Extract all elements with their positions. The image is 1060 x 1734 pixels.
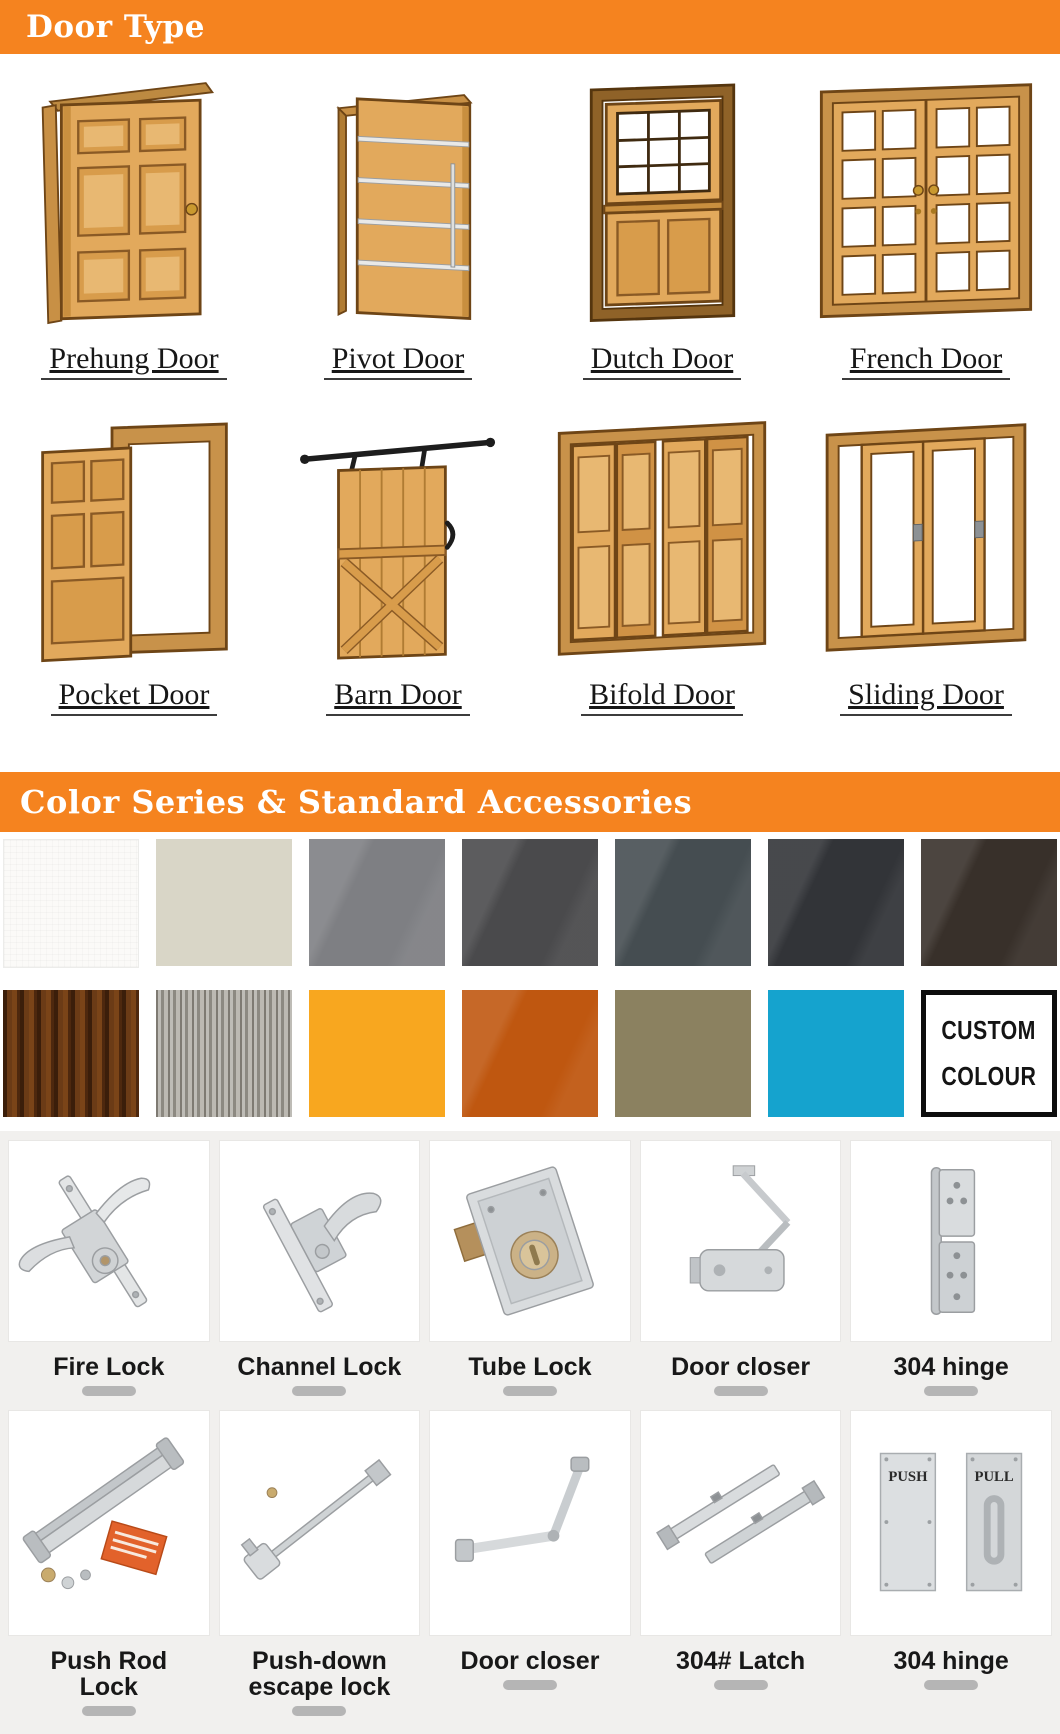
color-accessories-banner: Color Series & Standard Accessories xyxy=(0,772,1060,832)
accessory-label: Door closer xyxy=(460,1647,600,1675)
door-card-sliding xyxy=(794,398,1058,716)
door-label: Pocket Door xyxy=(51,678,218,716)
accessory-fire-lock xyxy=(8,1140,210,1396)
door-card-barn xyxy=(266,398,530,716)
door-label: Bifold Door xyxy=(581,678,743,716)
underline-pill xyxy=(714,1680,768,1690)
underline-pill xyxy=(82,1386,136,1396)
channel-lock-image xyxy=(219,1140,421,1342)
push-plate-label: PUSH xyxy=(888,1468,928,1485)
pull-plate-label: PULL xyxy=(974,1468,1014,1485)
color-series-section xyxy=(0,832,1060,1131)
accessories-row-1 xyxy=(8,1140,1052,1396)
color-swatch-gray-oak-wood xyxy=(156,990,292,1117)
accessory-tube-lock xyxy=(429,1140,631,1396)
custom-colour-swatch xyxy=(921,990,1057,1117)
underline-pill xyxy=(503,1680,557,1690)
accessory-304-latch xyxy=(640,1410,842,1716)
underline-pill xyxy=(82,1706,136,1716)
swatch-row-2 xyxy=(3,990,1057,1117)
accessory-304-hinge-plates xyxy=(850,1410,1052,1716)
color-swatch-slate-blue-gray xyxy=(615,839,751,966)
door-card-bifold xyxy=(530,398,794,716)
underline-pill xyxy=(924,1386,978,1396)
push-pull-plates-image xyxy=(850,1410,1052,1636)
color-swatch-amber-orange xyxy=(309,990,445,1117)
latch-304-image xyxy=(640,1410,842,1636)
accessory-304-hinge xyxy=(850,1140,1052,1396)
pocket-door-illustration xyxy=(2,398,266,672)
underline-pill xyxy=(503,1386,557,1396)
hinge-304-image xyxy=(850,1140,1052,1342)
door-card-prehung xyxy=(2,62,266,380)
door-card-pivot xyxy=(266,62,530,380)
accessory-door-closer-1 xyxy=(640,1140,842,1396)
color-swatch-dark-walnut-wood xyxy=(3,990,139,1117)
accessory-label: 304 hinge xyxy=(893,1353,1009,1381)
underline-pill xyxy=(924,1680,978,1690)
dutch-door-illustration xyxy=(530,62,794,336)
door-closer-arm-image xyxy=(429,1410,631,1636)
color-swatch-olive-khaki xyxy=(615,990,751,1117)
door-label: French Door xyxy=(842,342,1010,380)
door-label: Dutch Door xyxy=(583,342,741,380)
door-grid-row-1 xyxy=(2,58,1058,380)
color-swatch-cream xyxy=(156,839,292,966)
underline-pill xyxy=(292,1386,346,1396)
door-label: Prehung Door xyxy=(41,342,226,380)
accessory-label: 304# Latch xyxy=(675,1647,806,1675)
door-grid-row-2 xyxy=(2,394,1058,716)
accessory-push-down-escape-lock xyxy=(219,1410,421,1716)
standard-accessories-section xyxy=(0,1131,1060,1734)
door-label: Barn Door xyxy=(326,678,469,716)
barn-door-illustration xyxy=(266,398,530,672)
color-swatch-graphite-gray xyxy=(462,839,598,966)
accessory-door-closer-2 xyxy=(429,1410,631,1716)
color-swatch-mid-gray xyxy=(309,839,445,966)
accessory-label: Door closer xyxy=(671,1353,811,1381)
accessory-label: Channel Lock xyxy=(237,1353,402,1381)
sliding-door-illustration xyxy=(794,398,1058,672)
door-type-section xyxy=(0,54,1060,772)
color-swatch-cyan-blue xyxy=(768,990,904,1117)
french-door-illustration xyxy=(794,62,1058,336)
bifold-door-illustration xyxy=(530,398,794,672)
custom-colour-label-line1: CUSTOM xyxy=(941,1015,1037,1045)
accessory-label: Push-down escape lock xyxy=(248,1647,391,1701)
push-rod-lock-image xyxy=(8,1410,210,1636)
accessory-label: Fire Lock xyxy=(53,1353,165,1381)
accessory-channel-lock xyxy=(219,1140,421,1396)
accessory-label: Push Rod Lock xyxy=(50,1647,168,1701)
custom-colour-label-line2: COLOUR xyxy=(941,1061,1037,1091)
door-card-french xyxy=(794,62,1058,380)
underline-pill xyxy=(292,1706,346,1716)
accessories-row-2 xyxy=(8,1410,1052,1716)
door-label: Sliding Door xyxy=(840,678,1012,716)
accessory-push-rod-lock xyxy=(8,1410,210,1716)
color-swatch-charcoal xyxy=(768,839,904,966)
color-swatch-dark-bronze xyxy=(921,839,1057,966)
door-card-dutch xyxy=(530,62,794,380)
door-type-banner: Door Type xyxy=(0,0,1060,54)
swatch-row-1 xyxy=(3,839,1057,968)
pivot-door-illustration xyxy=(266,62,530,336)
color-swatch-textured-white xyxy=(3,839,139,968)
accessory-label: 304 hinge xyxy=(893,1647,1009,1675)
tube-lock-image xyxy=(429,1140,631,1342)
accessory-label: Tube Lock xyxy=(468,1353,592,1381)
prehung-door-illustration xyxy=(2,62,266,336)
door-closer-image xyxy=(640,1140,842,1342)
color-swatch-burnt-orange xyxy=(462,990,598,1117)
fire-lock-image xyxy=(8,1140,210,1342)
push-down-escape-lock-image xyxy=(219,1410,421,1636)
underline-pill xyxy=(714,1386,768,1396)
door-label: Pivot Door xyxy=(324,342,473,380)
door-card-pocket xyxy=(2,398,266,716)
